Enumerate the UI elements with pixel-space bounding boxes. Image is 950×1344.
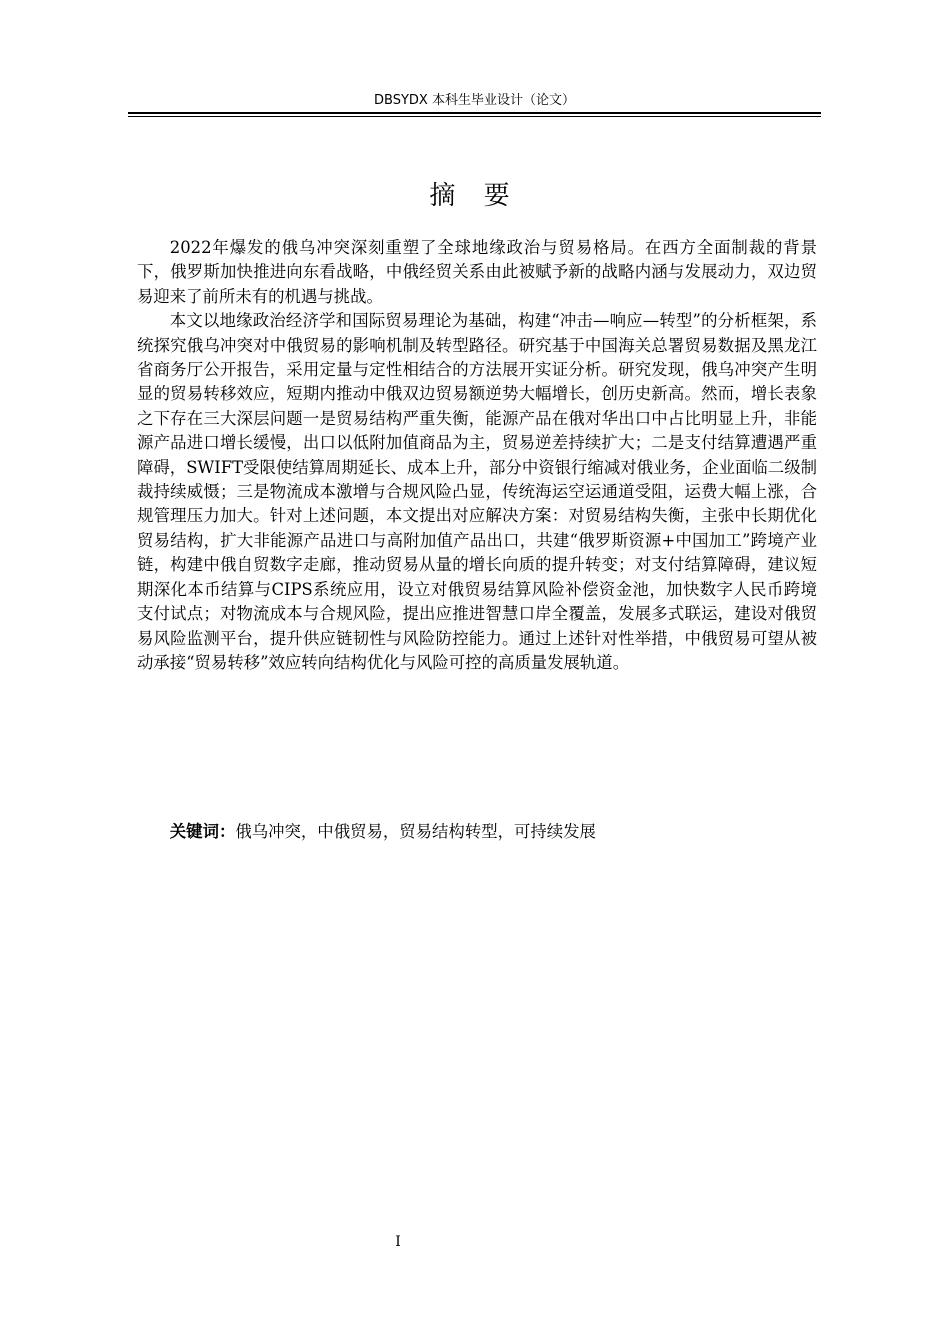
header-rule-thin xyxy=(128,116,821,117)
keywords-text: 俄乌冲突，中俄贸易，贸易结构转型，可持续发展 xyxy=(235,822,596,841)
abstract-paragraph: 本文以地缘政治经济学和国际贸易理论为基础，构建“冲击—响应—转型”的分析框架，系统探究俄乌冲突对中俄贸易的影响机制及转型路径。研究基于中国海关总署贸易数据及黑龙江省商务厅公开报告，采用定量与定性相结合的方法展开实证分析。研究发现，俄乌冲突产生明显的贸易转移效应，短期内推动中俄双边贸易额逆势大幅增长，创历史新高。然而，增长表象之下存在三大深层问题一是贸易结构严重失衡，能源产品在俄对华出口中占比明显上升，非能源产品进口增长缓慢，出口以低附加值商品为主，贸易逆差持续扩大；二是支付结算遭遇严重障碍，SWIFT受限使结算周期延长、成本上升，部分中资银行缩减对俄业务，企业面临二级制裁持续威慑；三是物流成本激增与合规风险凸显，传统海运空运通道受阻，运费大幅上涨，合规管理压力加大。针对上述问题，本文提出对应解决方案：对贸易结构失衡，主张中长期优化贸易结构，扩大非能源产品进口与高附加值产品出口，共建“俄罗斯资源+中国加工”跨境产业链，构建中俄自贸数字走廊，推动贸易从量的增长向质的提升转变；对支付结算障碍，建议短期深化本币结算与CIPS系统应用，设立对俄贸易结算风险补偿资金池，加快数字人民币跨境支付试点；对物流成本与合规风险，提出应推进智慧口岸全覆盖，发展多式联运，建设对俄贸易风险监测平台，提升供应链韧性与风险防控能力。通过上述针对性举措，中俄贸易可望从被动承接“贸易转移”效应转向结构优化与风险可控的高质量发展轨道。 xyxy=(137,311,817,672)
page-number: I xyxy=(395,1234,401,1250)
abstract-paragraph: 2022年爆发的俄乌冲突深刻重塑了全球地缘政治与贸易格局。在西方全面制裁的背景下，俄罗斯加快推进向东看战略，中俄经贸关系由此被赋予新的战略内涵与发展动力，双边贸易迎来了前所未有的机遇与挑战。 xyxy=(137,238,817,306)
running-header: DBSYDX 本科生毕业设计（论文） xyxy=(374,93,575,108)
abstract-title: 摘 要 xyxy=(429,181,520,211)
keywords-label: 关键词： xyxy=(169,822,236,841)
abstract-body xyxy=(137,236,817,675)
header-rule-thick xyxy=(128,112,821,114)
keywords-line xyxy=(137,820,817,844)
